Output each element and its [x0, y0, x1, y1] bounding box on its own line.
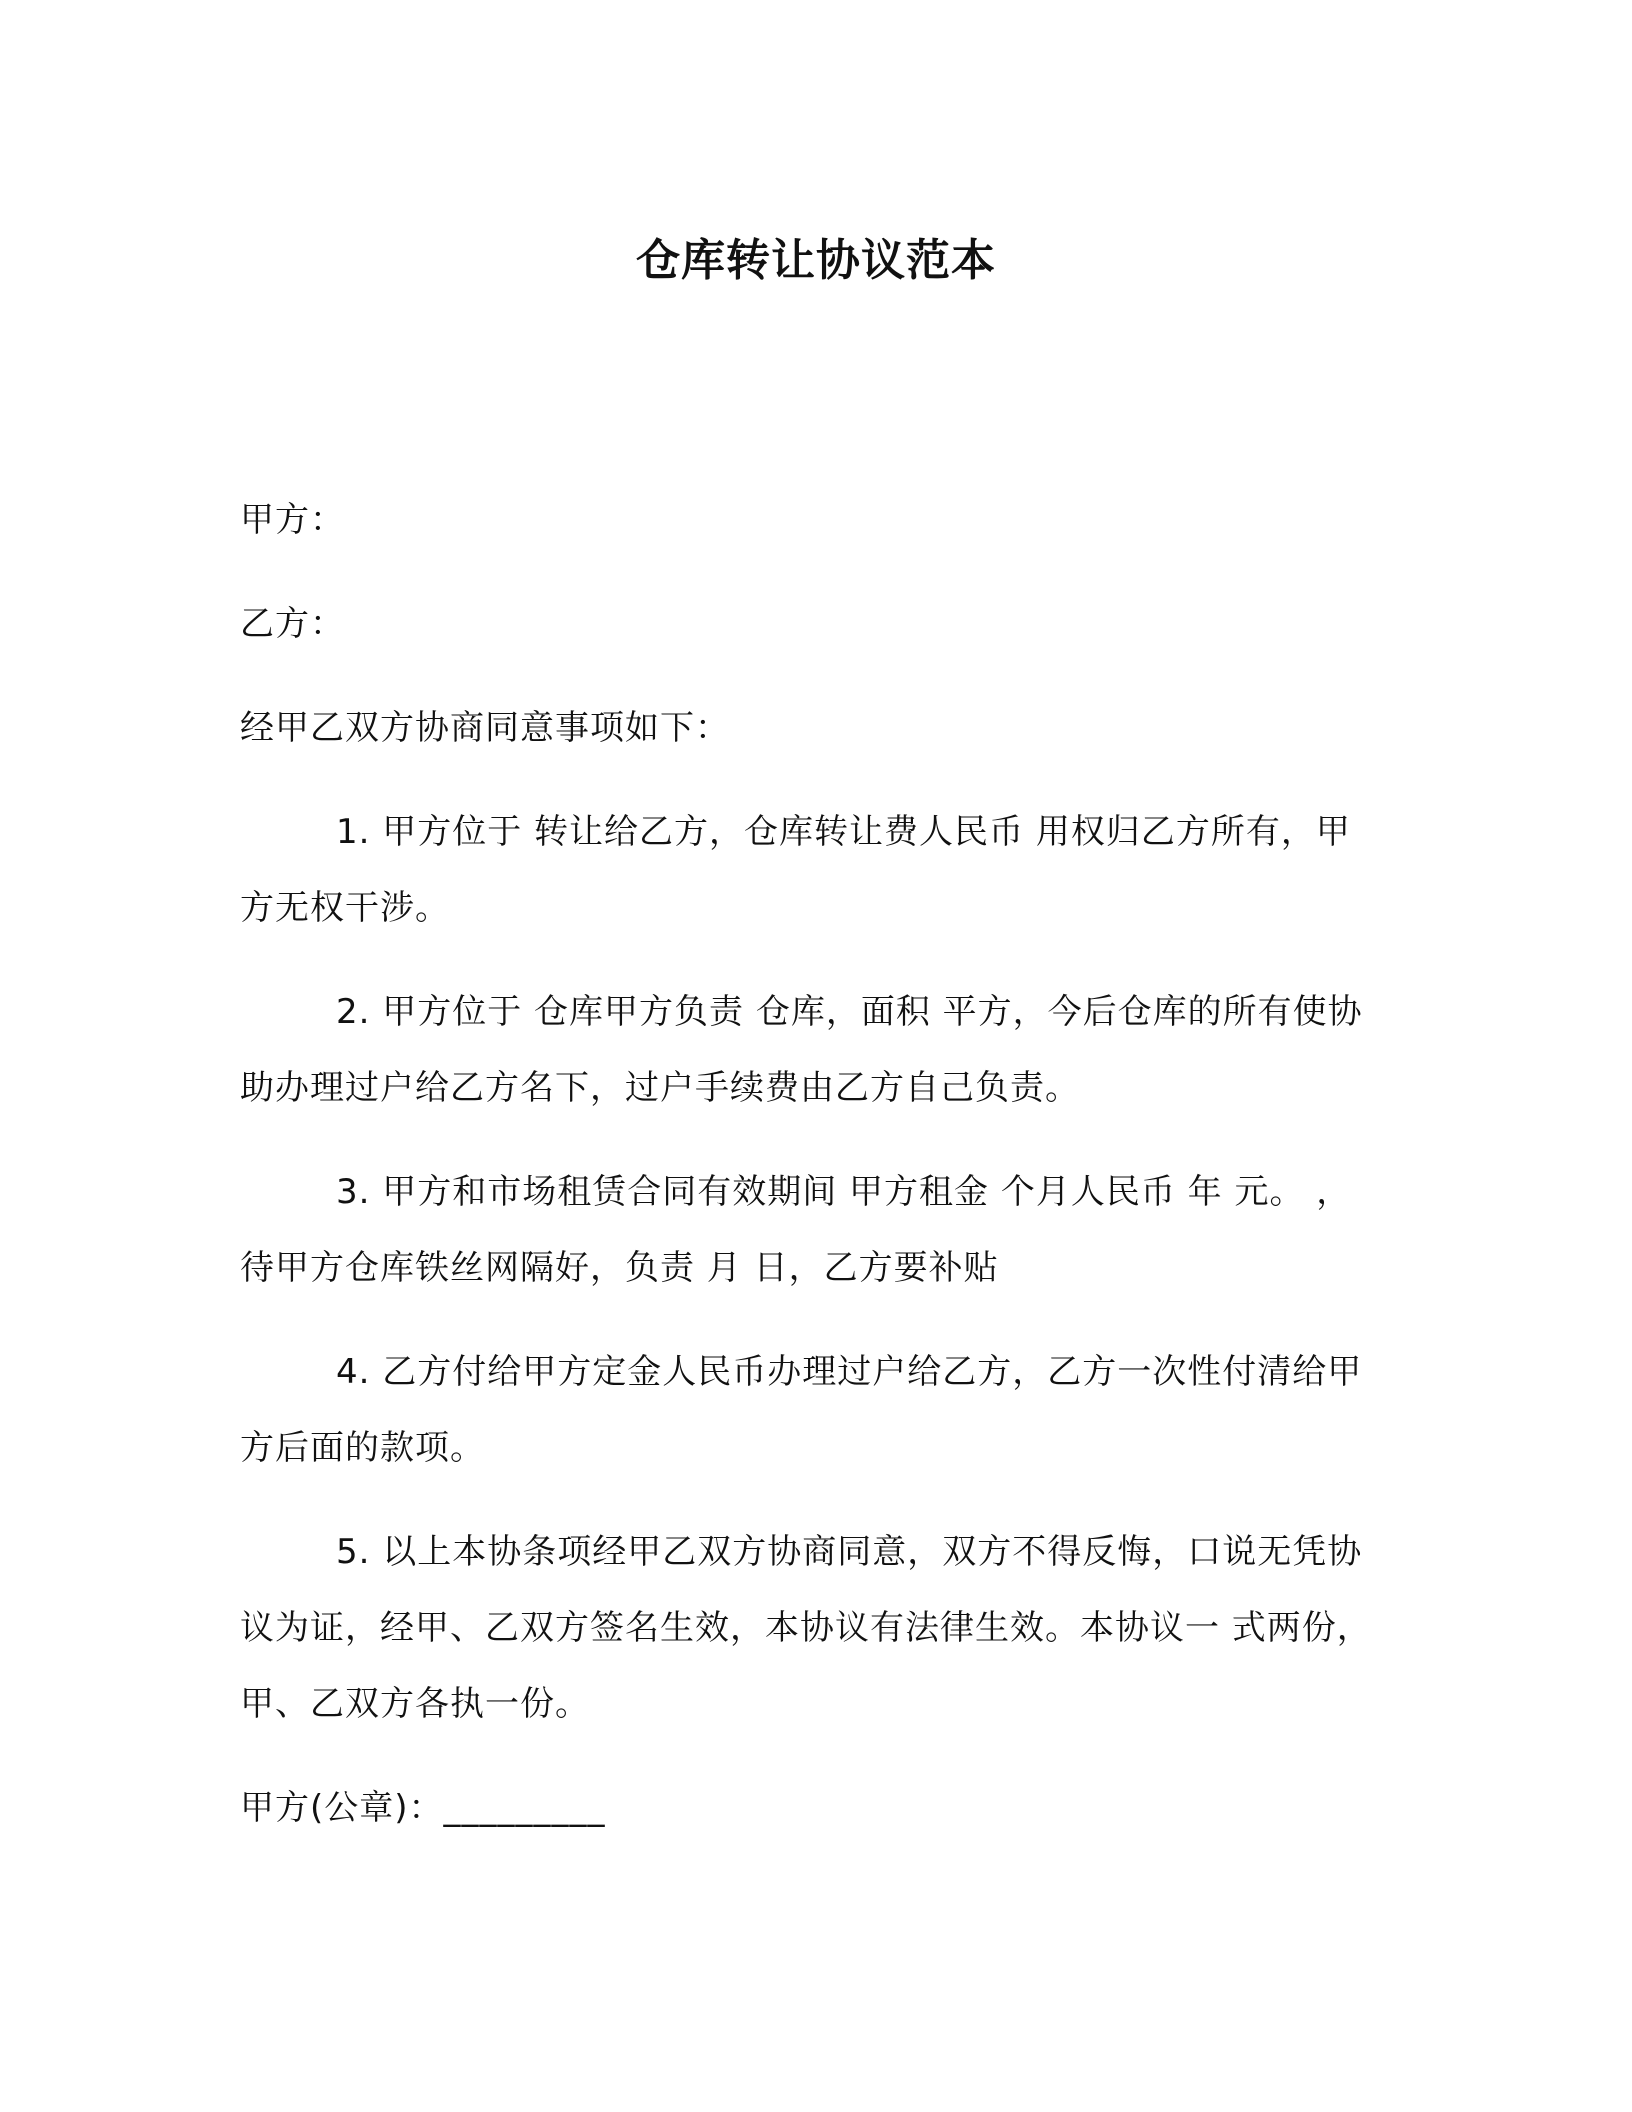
party-a-label: 甲方： — [240, 500, 345, 540]
document-title: 仓库转让协议范本 — [636, 235, 996, 286]
party-a-signature-line: 甲方(公章)：_________ — [240, 1788, 606, 1828]
clause-4: 4. 乙方付给甲方定金人民币办理过户给乙方，乙方一次性付清给甲方后面的款项。 — [240, 1352, 1363, 1468]
party-b-label: 乙方： — [240, 604, 345, 644]
agreement-intro: 经甲乙双方协商同意事项如下： — [240, 708, 730, 748]
clause-2: 2. 甲方位于 仓库甲方负责 仓库，面积 平方，今后仓库的所有使协助办理过户给乙方名下，过户手续费由乙方自己负责。 — [240, 992, 1363, 1108]
clause-5: 5. 以上本协条项经甲乙双方协商同意，双方不得反悔，口说无凭协 议为证，经甲、乙双方签名生效，本协议有法律生效。本协议一 式两份，甲、乙双方各执一份。 — [240, 1532, 1372, 1724]
clause-3: 3. 甲方和市场租赁合同有效期间 甲方租金 个月人民币 年 元。 ，待甲方仓库铁丝网隔好，负责 月 日，乙方要补贴 — [240, 1172, 1352, 1288]
clause-1: 1. 甲方位于 转让给乙方，仓库转让费人民币 用权归乙方所有，甲方无权干涉。 — [240, 812, 1351, 928]
